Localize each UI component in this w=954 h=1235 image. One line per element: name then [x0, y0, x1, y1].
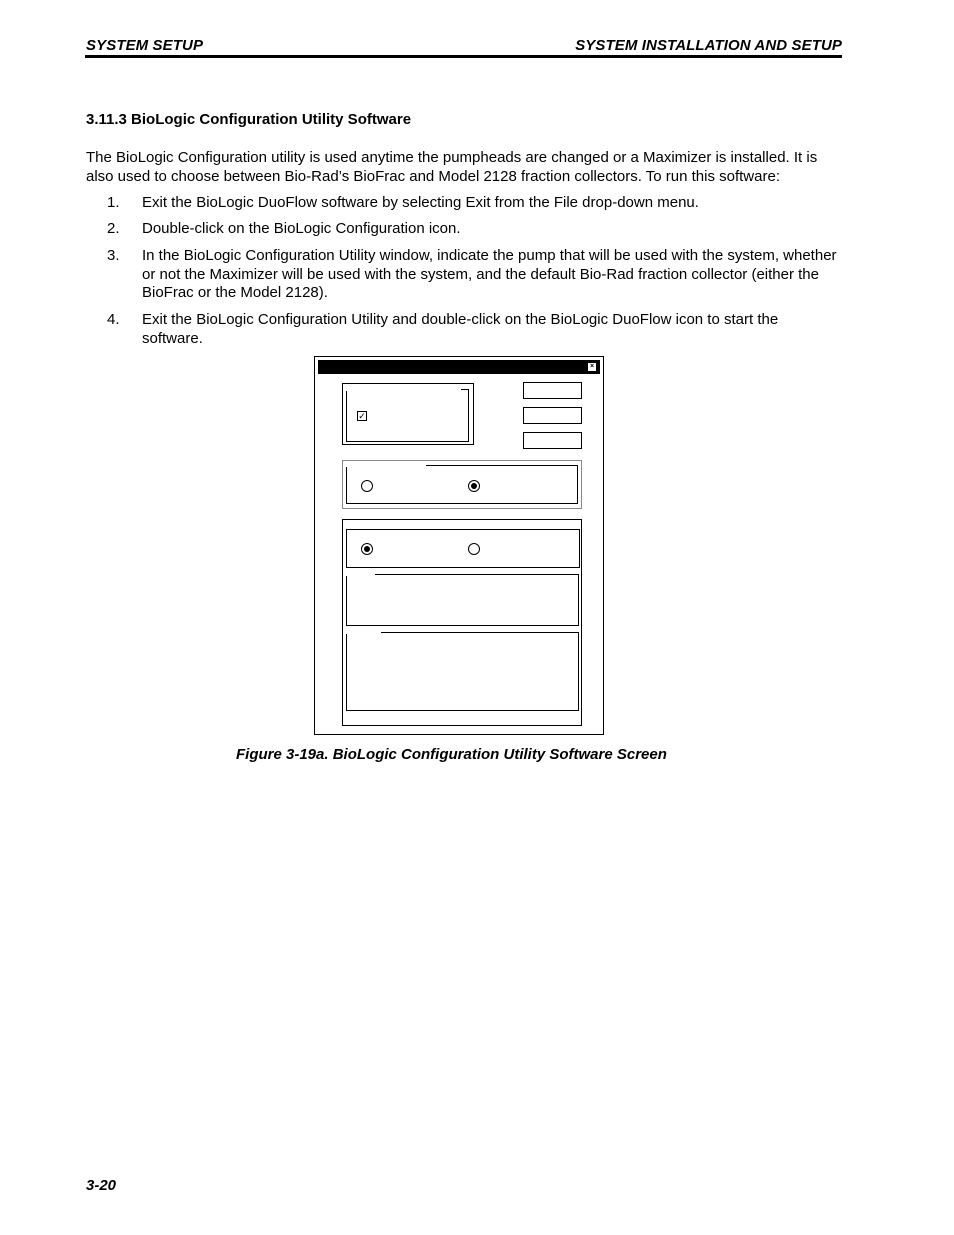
group-label-gap [346, 572, 375, 576]
radio-option-1a[interactable] [361, 480, 373, 492]
dialog-title-bar [318, 360, 600, 374]
step-text: Double-click on the BioLogic Configuration icon. [142, 220, 461, 237]
radio-group-1-inner [346, 465, 578, 504]
close-icon[interactable]: × [589, 363, 595, 370]
radio-group-2 [346, 529, 580, 568]
intro-paragraph: The BioLogic Configuration utility is used anytime the pumpheads are changed or a Maximizer is installed. It is also used to choose between Bio-Rad’s BioFrac and Model 2128 fraction collectors. To run this software: [86, 149, 818, 185]
dialog-button-2[interactable] [523, 407, 582, 424]
radio-option-2b[interactable] [468, 543, 480, 555]
step-text: In the BioLogic Configuration Utility window, indicate the pump that will be used with the system, whether or not the Maximizer will be used with the system, and the default Bio-Rad fraction collector (either the BioFrac or the Model 2128). [142, 247, 837, 301]
group-label-gap [346, 387, 461, 391]
radio-option-1b[interactable] [468, 480, 480, 492]
settings-panel-2 [346, 632, 579, 711]
group-label-gap [346, 525, 401, 529]
figure-caption: Figure 3-19a. BioLogic Configuration Utility Software Screen [236, 746, 667, 763]
step-number: 4. [107, 311, 120, 328]
step-number: 2. [107, 220, 120, 237]
dialog-button-3[interactable] [523, 432, 582, 449]
step-text: Exit the BioLogic DuoFlow software by selecting Exit from the File drop-down menu. [142, 194, 699, 211]
checkbox[interactable]: ✓ [358, 411, 366, 421]
group-label-gap [346, 463, 426, 467]
group-label-gap [346, 630, 381, 634]
running-header-right: SYSTEM INSTALLATION AND SETUP [575, 37, 842, 54]
configuration-dialog-figure [314, 356, 604, 735]
step-number: 3. [107, 247, 120, 264]
step-text: Exit the BioLogic Configuration Utility and double-click on the BioLogic DuoFlow icon to start the software. [142, 311, 779, 347]
settings-panel-1 [346, 574, 579, 626]
step-number: 1. [107, 194, 120, 211]
page-number: 3-20 [86, 1177, 117, 1194]
section-heading: 3.11.3 BioLogic Configuration Utility Software [86, 111, 412, 128]
dialog-button-1[interactable] [523, 382, 582, 399]
radio-option-2a[interactable] [361, 543, 373, 555]
running-header-left: SYSTEM SETUP [86, 37, 204, 54]
header-rule [85, 55, 842, 58]
